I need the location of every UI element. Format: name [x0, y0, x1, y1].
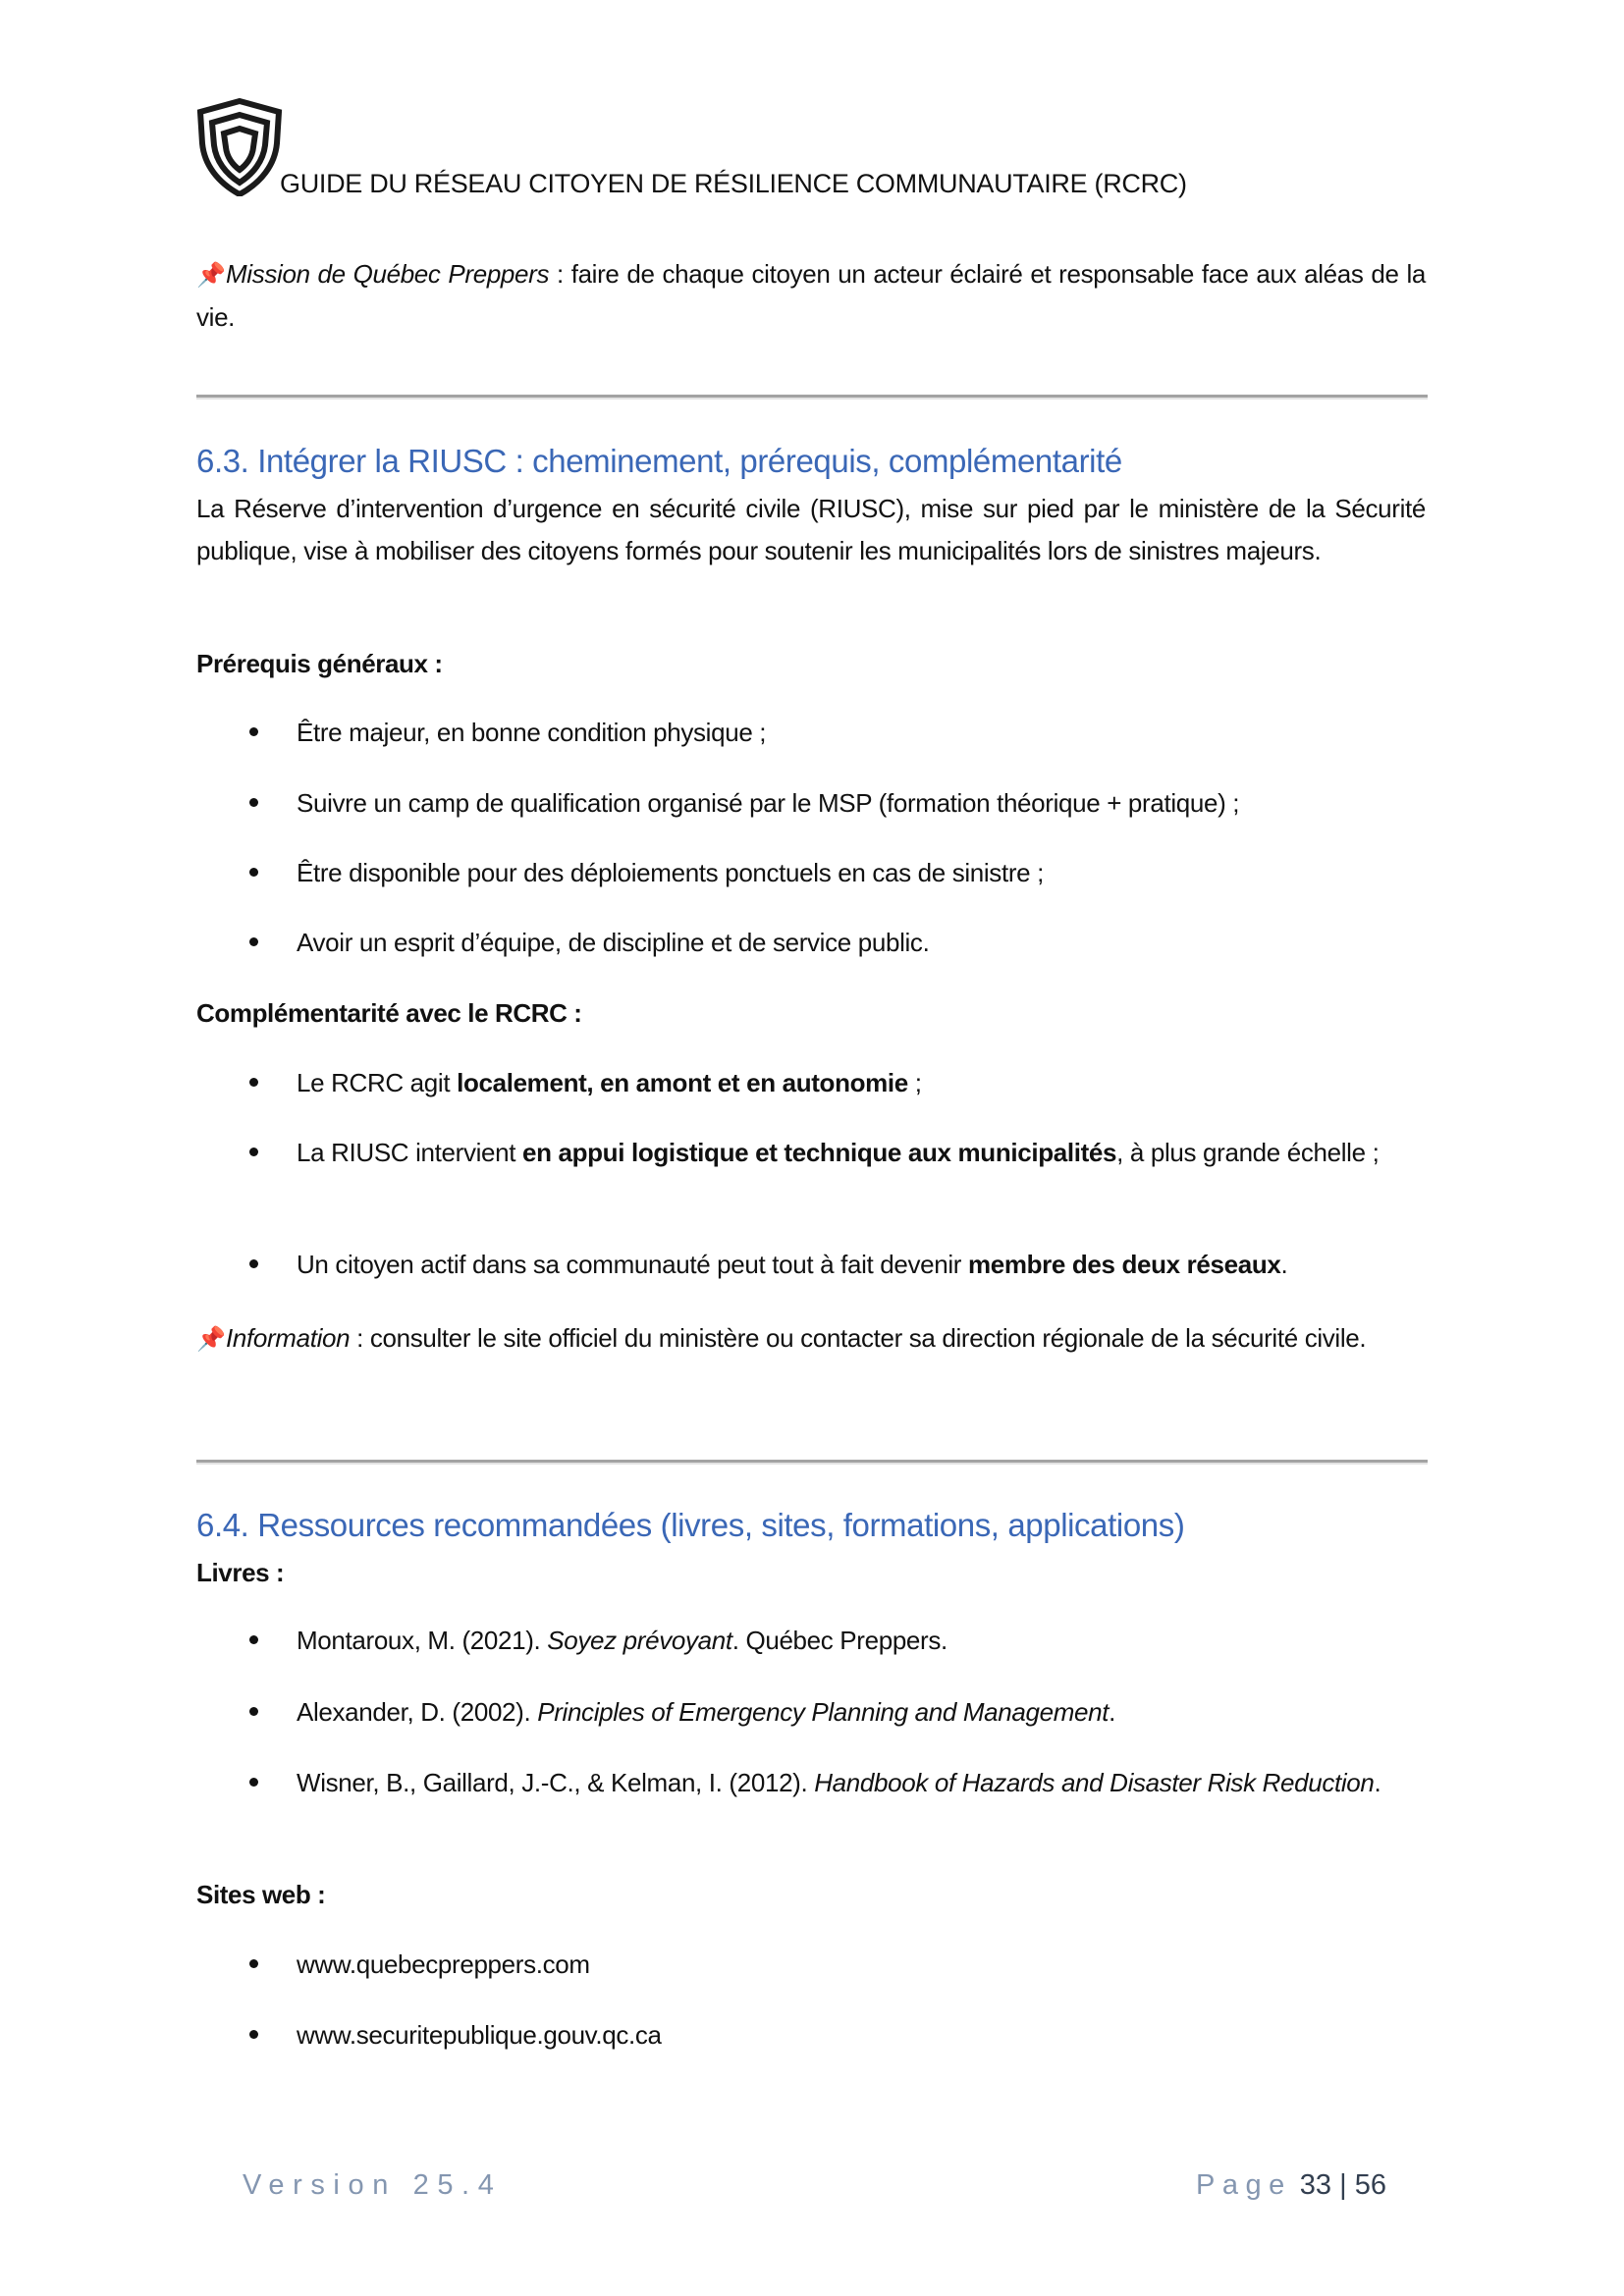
mission-note	[196, 253, 1426, 339]
bullet-icon	[244, 1620, 297, 1662]
list-item: Suivre un camp de qualification organisé par le MSP (formation théorique + pratique) ;	[244, 782, 1426, 825]
list-item: La RIUSC intervient en appui logistique et technique aux municipalités, à plus grande échelle ;	[244, 1132, 1426, 1174]
bullet-icon	[244, 1062, 297, 1104]
sites-web-label: Sites web :	[196, 1880, 326, 1909]
information-note-label: Information	[226, 1323, 351, 1353]
website-link[interactable]: www.quebecpreppers.com	[297, 1949, 590, 1979]
pushpin-icon: 📌	[196, 262, 226, 289]
page-separator: |	[1339, 2169, 1347, 2201]
bullet-icon	[244, 782, 297, 825]
livres-label: Livres :	[196, 1558, 285, 1587]
bullet-icon	[244, 2014, 297, 2056]
section-heading-6-3: 6.3. Intégrer la RIUSC : cheminement, prérequis, complémentarité	[196, 443, 1122, 479]
bullet-icon	[244, 1691, 297, 1734]
list-item: Un citoyen actif dans sa communauté peut tout à fait devenir membre des deux réseaux.	[244, 1244, 1426, 1286]
mission-note-text: : faire de chaque citoyen un acteur éclairé et responsable face aux aléas de la vie.	[196, 259, 1427, 332]
document-header-title: GUIDE DU RÉSEAU CITOYEN DE RÉSILIENCE COMMUNAUTAIRE (RCRC)	[280, 169, 1187, 198]
bullet-icon	[244, 1132, 297, 1174]
section-divider	[196, 1460, 1428, 1465]
page-label: Page	[1196, 2169, 1292, 2201]
pushpin-icon: 📌	[196, 1326, 226, 1353]
list-item: Le RCRC agit localement, en amont et en autonomie ;	[244, 1062, 1426, 1104]
footer-version: Version 25.4	[243, 2169, 503, 2201]
prerequis-label: Prérequis généraux :	[196, 649, 443, 678]
bullet-icon	[244, 1944, 297, 1986]
information-note-text: : consulter le site officiel du ministère ou contacter sa direction régionale de la sécurité civile.	[350, 1323, 1367, 1353]
page-current: 33	[1299, 2169, 1332, 2201]
footer-page-number	[1196, 2169, 1386, 2202]
bullet-icon	[244, 1762, 297, 1804]
list-item: Être disponible pour des déploiements ponctuels en cas de sinistre ;	[244, 852, 1426, 894]
list-item	[244, 2014, 1426, 2056]
complementarite-label: Complémentarité avec le RCRC :	[196, 998, 582, 1028]
list-item	[244, 1944, 1426, 1986]
bullet-icon	[244, 922, 297, 964]
section-heading-6-4: 6.4. Ressources recommandées (livres, sites, formations, applications)	[196, 1507, 1185, 1543]
information-note	[196, 1317, 1426, 1361]
list-item: Wisner, B., Gaillard, J.-C., & Kelman, I. (2012). Handbook of Hazards and Disaster Risk Reduction.	[244, 1762, 1426, 1804]
section-divider	[196, 395, 1428, 400]
list-item: Être majeur, en bonne condition physique ;	[244, 712, 1426, 754]
mission-note-label: Mission de Québec Preppers	[226, 259, 550, 289]
list-item: Alexander, D. (2002). Principles of Emergency Planning and Management.	[244, 1691, 1426, 1734]
bullet-icon	[244, 1244, 297, 1286]
bullet-icon	[244, 852, 297, 894]
website-link[interactable]: www.securitepublique.gouv.qc.ca	[297, 2020, 662, 2050]
riusc-intro-paragraph: La Réserve d’intervention d’urgence en sécurité civile (RIUSC), mise sur pied par le ministère de la Sécurité publique, vise à mobiliser des citoyens formés pour soutenir les municipalités lors de sinistres majeurs.	[196, 494, 1426, 565]
shield-logo-icon	[196, 98, 283, 196]
bullet-icon	[244, 712, 297, 754]
page-total: 56	[1354, 2169, 1386, 2201]
list-item: Montaroux, M. (2021). Soyez prévoyant. Québec Preppers.	[244, 1620, 1426, 1662]
list-item: Avoir un esprit d’équipe, de discipline et de service public.	[244, 922, 1426, 964]
